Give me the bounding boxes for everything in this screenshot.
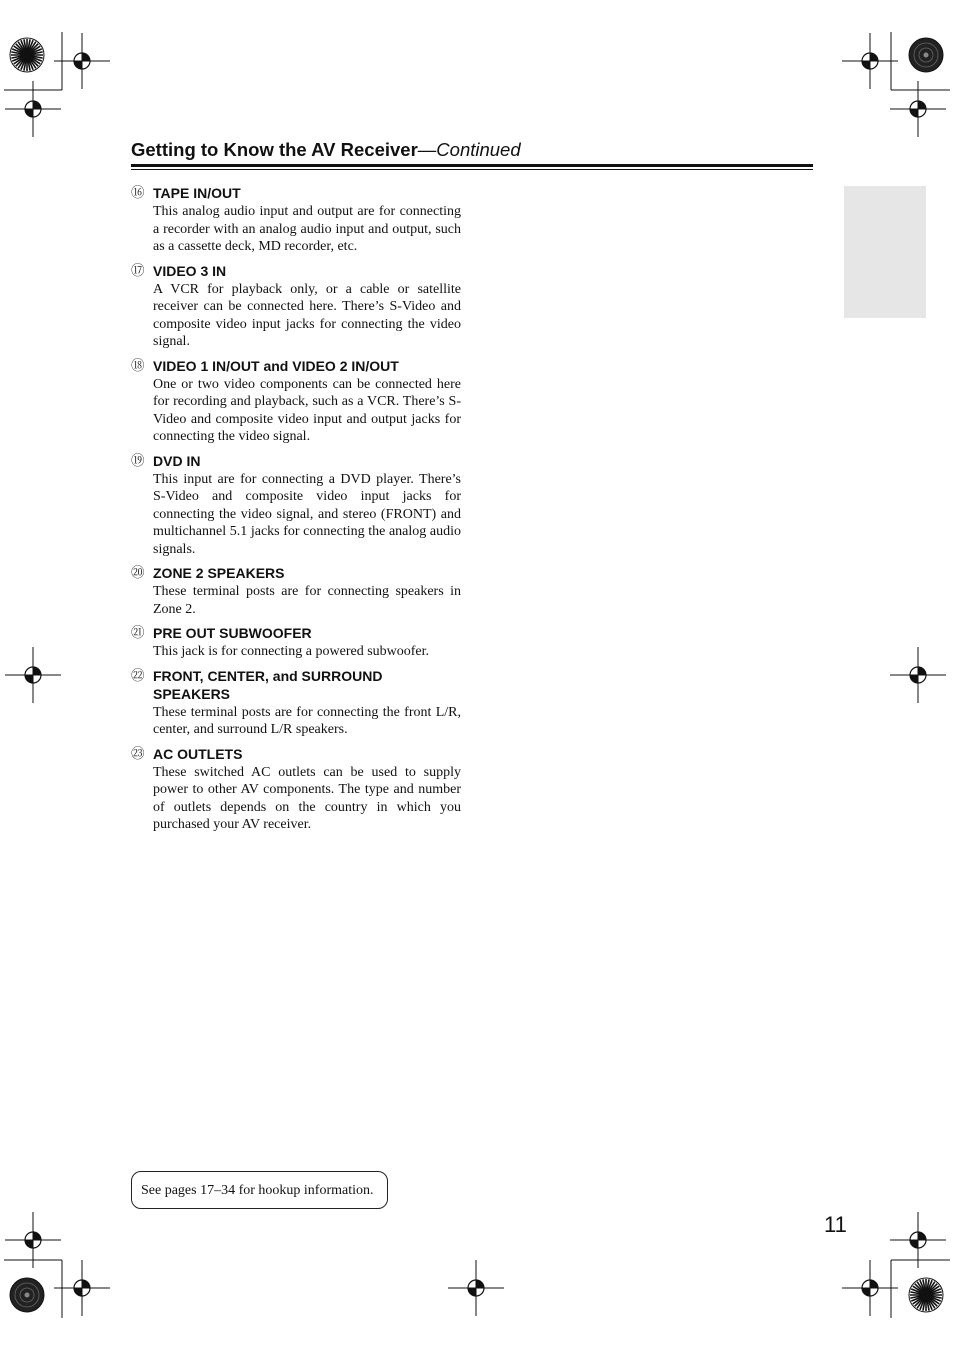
item-number: ⑳ [131,565,145,581]
item-number: ⑲ [131,452,145,469]
item-title: DVD IN [153,452,201,469]
header-continued-text: —Continued [417,139,521,160]
hookup-note-text: See pages 17–34 for hookup information. [141,1183,374,1198]
item-title: FRONT, CENTER, and SURROUND SPEAKERS [153,667,383,702]
item-number: ㉒ [131,667,145,684]
item-title: TAPE IN/OUT [153,185,241,201]
header-title-text: Getting to Know the AV Receiver [131,139,418,160]
item-description: This analog audio input and output are for connecting a recorder with an analog audio input and output, such as a cassette deck, MD recorder, etc. [153,204,461,254]
item-title: PRE OUT SUBWOOFER [153,625,312,641]
item-description: A VCR for playback only, or a cable or satellite receiver can be connected here. There’s S-Video and composite video input jacks for connecting the video signal. [153,281,461,349]
item-number: ㉑ [131,625,145,641]
item-description: One or two video components can be connected here for recording and playback, such as a VCR. There’s S-Video and composite video input and output jacks for connecting the video signal. [153,376,461,444]
item-description: These terminal posts are for connecting the front L/R, center, and surround L/R speakers. [153,704,461,737]
item-title: ZONE 2 SPEAKERS [153,565,285,581]
item-number: ⑱ [131,357,145,374]
item-description: This input are for connecting a DVD player. There’s S-Video and composite video input jacks for connecting the video signal, and stereo (FRONT) and multichannel 5.1 jacks for connecting the analog audio signals. [153,471,461,557]
item-number: ㉓ [131,745,145,762]
item-description: These terminal posts are for connecting speakers in Zone 2. [153,584,461,617]
item-description: This jack is for connecting a powered subwoofer. [153,644,430,659]
item-number: ⑰ [131,262,145,279]
item-title: VIDEO 3 IN [153,262,227,279]
item-description: These switched AC outlets can be used to supply power to other AV components. The type and number of outlets depends on the country in which you purchased your AV receiver. [153,764,461,832]
item-number: ⑯ [131,185,145,201]
page-number: 11 [824,1212,847,1237]
item-title: AC OUTLETS [153,745,243,762]
item-title: VIDEO 1 IN/OUT and VIDEO 2 IN/OUT [153,357,399,374]
